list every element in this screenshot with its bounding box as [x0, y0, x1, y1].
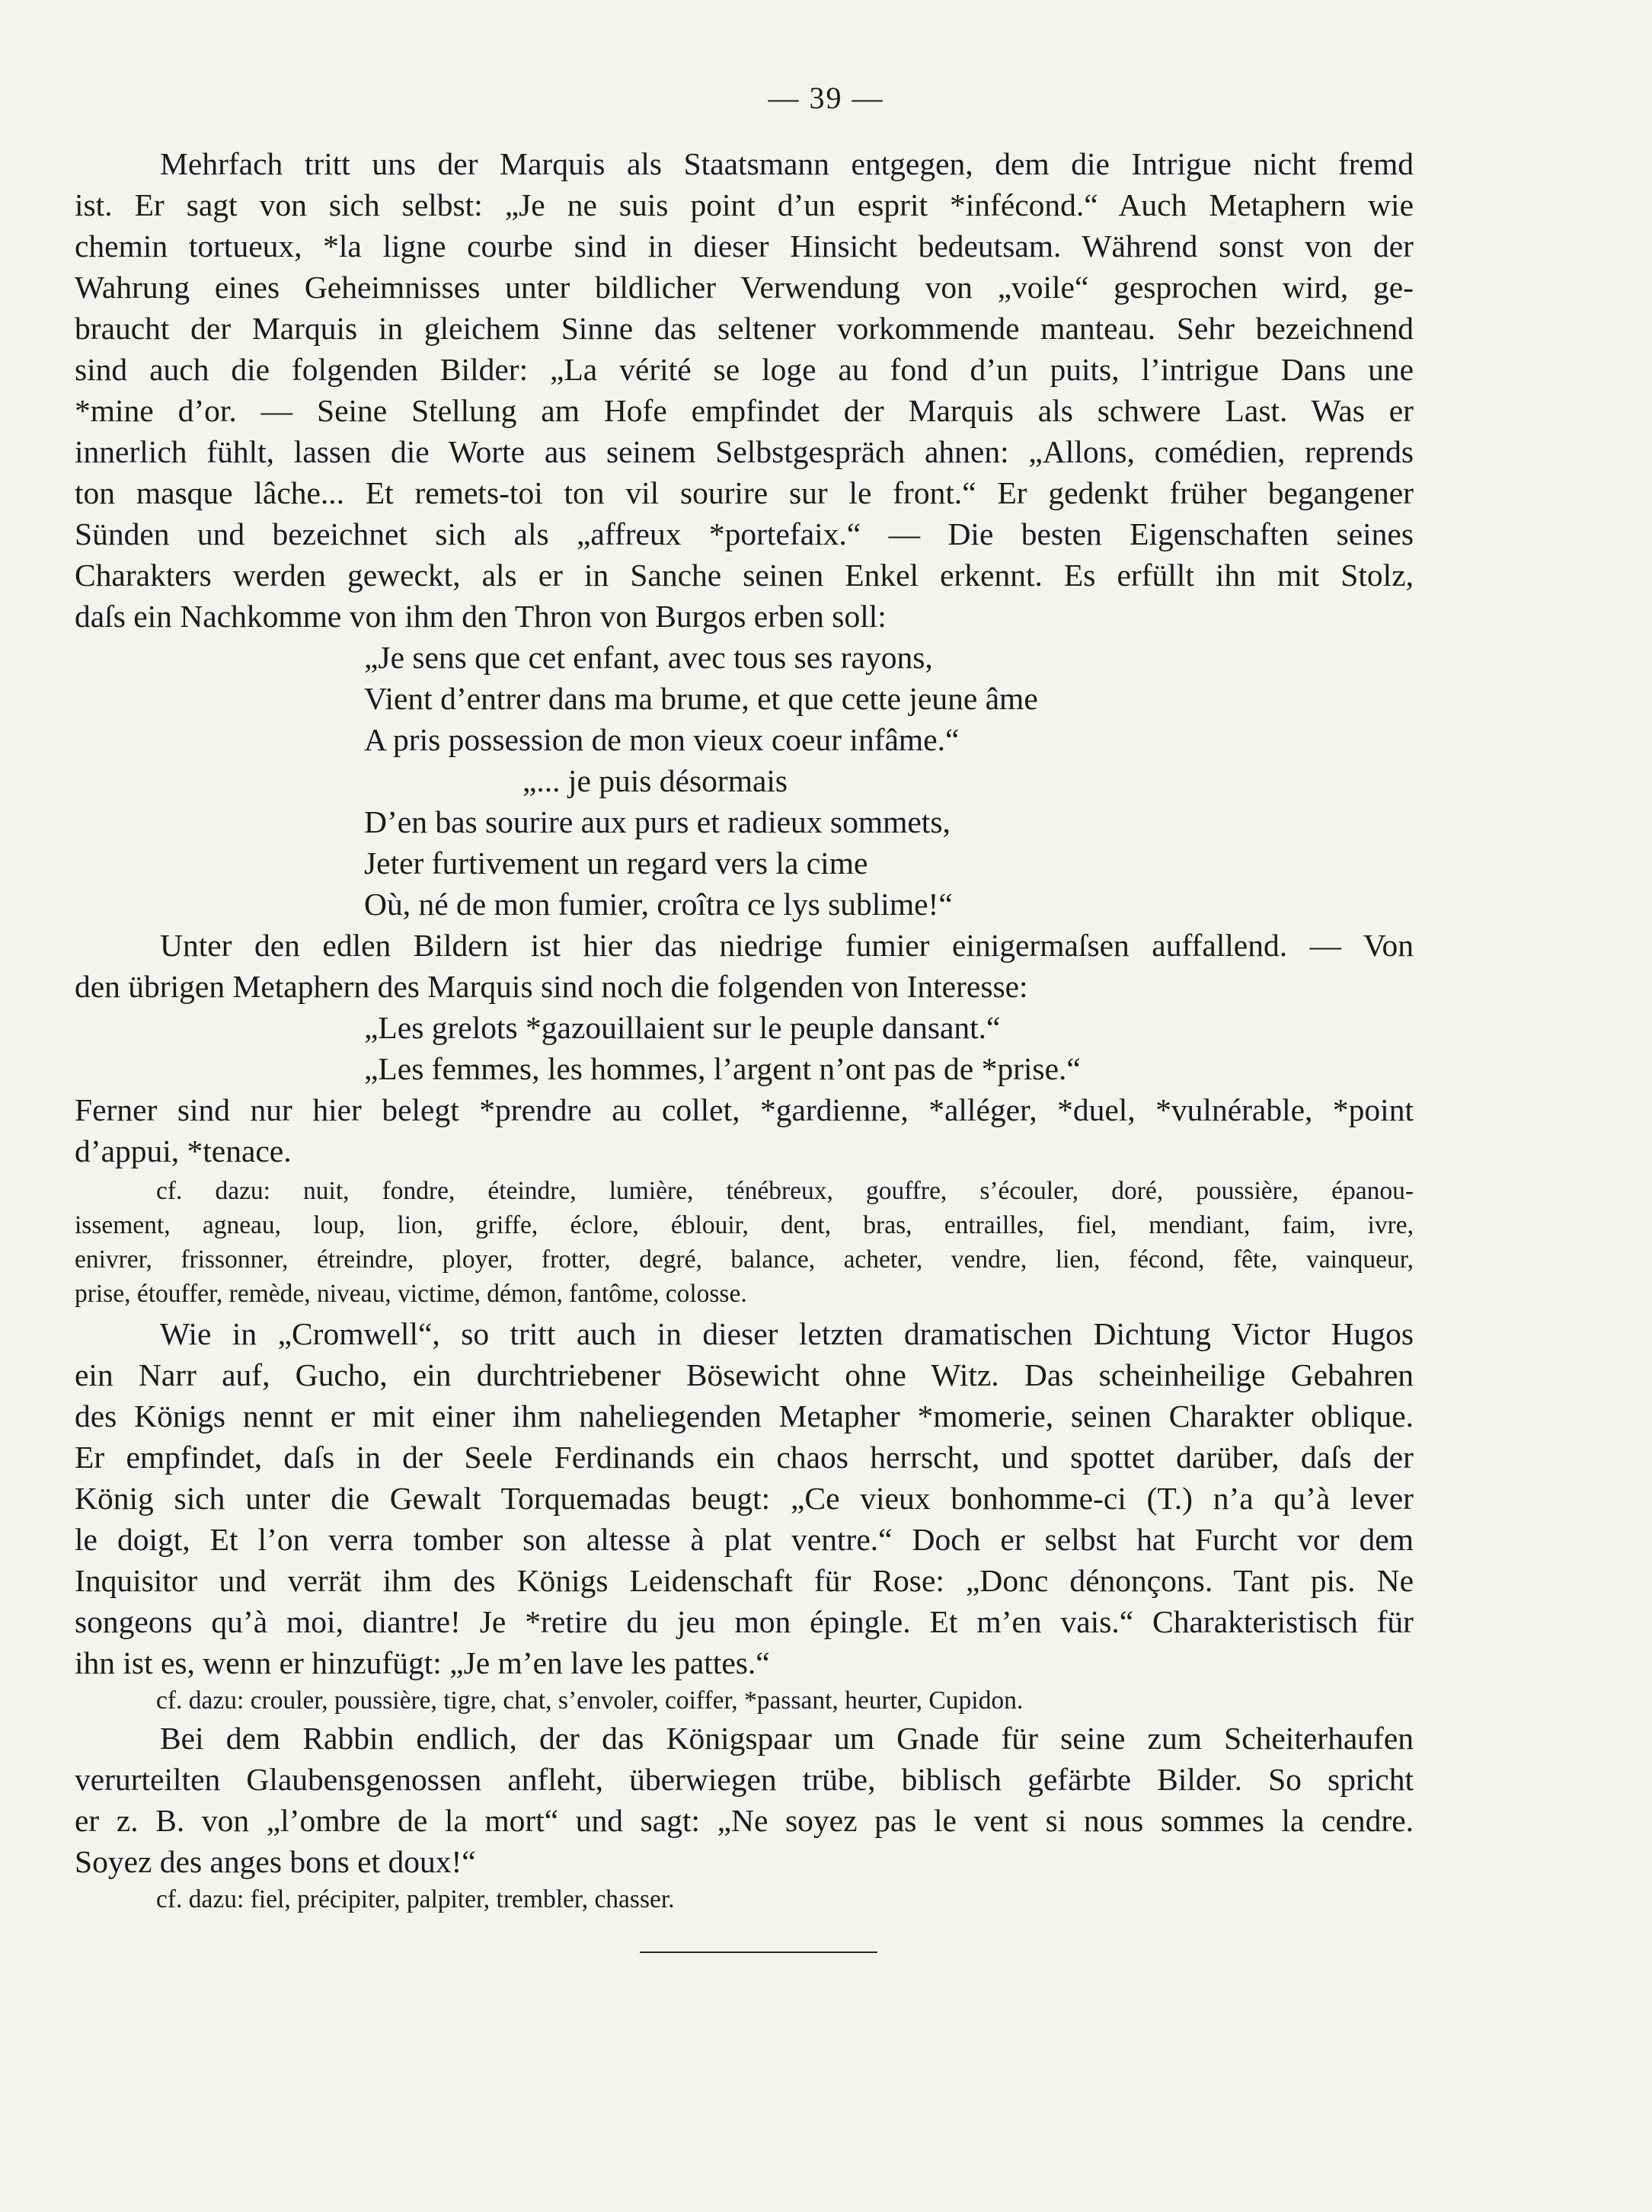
- text-line: Er empfindet, daſs in der Seele Ferdinands ein chaos herrscht, und spottet darüber, daſs der: [75, 1440, 1414, 1475]
- text-line: er z. B. von „l’ombre de la mort“ und sagt: „Ne soyez pas le vent si nous sommes la cendre.: [75, 1803, 1414, 1838]
- cf-line: cf. dazu: nuit, fondre, éteindre, lumière, ténébreux, gouffre, s’écouler, doré, poussière, épanou-: [156, 1177, 1414, 1205]
- text-line: Sünden und bezeichnet sich als „affreux *portefaix.“ — Die besten Eigenschaften seines: [75, 516, 1414, 551]
- main-text: [75, 143, 1414, 1916]
- text-line: Ferner sind nur hier belegt *prendre au collet, *gardienne, *alléger, *duel, *vulnérable, *point: [75, 1092, 1414, 1127]
- text-line: des Königs nennt er mit einer ihm naheliegenden Metapher *momerie, seinen Charakter oblique.: [75, 1398, 1414, 1434]
- text-line: Wie in „Cromwell“, so tritt auch in dieser letzten dramatischen Dichtung Victor Hugos: [160, 1316, 1414, 1351]
- quote-line: „Les femmes, les hommes, l’argent n’ont pas de *prise.“: [364, 1051, 1081, 1086]
- text-line: ihn ist es, wenn er hinzufügt: „Je m’en lave les pattes.“: [75, 1645, 770, 1680]
- text-line: Wahrung eines Geheimnisses unter bildlicher Verwendung von „voile“ gesprochen wird, ge-: [75, 270, 1414, 305]
- text-line: le doigt, Et l’on verra tomber son altesse à plat ventre.“ Doch er selbst hat Furcht vor dem: [75, 1522, 1414, 1557]
- text-line: Unter den edlen Bildern ist hier das niedrige fumier einigermaſsen auffallend. — Von: [160, 928, 1414, 963]
- text-line: Inquisitor und verrät ihm des Königs Leidenschaft für Rose: „Donc dénonçons. Tant pis. Ne: [75, 1563, 1414, 1598]
- verse-line: Où, né de mon fumier, croîtra ce lys sublime!“: [364, 887, 953, 922]
- text-line: innerlich fühlt, lassen die Worte aus seinem Selbstgespräch ahnen: „Allons, comédien, reprends: [75, 434, 1414, 469]
- cf-line: cf. dazu: fiel, précipiter, palpiter, trembler, chasser.: [156, 1885, 675, 1913]
- text-line: songeons qu’à moi, diantre! Je *retire du jeu mon épingle. Et m’en vais.“ Charakteristisch für: [75, 1604, 1414, 1639]
- page-number: — 39 —: [768, 81, 884, 115]
- text-line: Bei dem Rabbin endlich, der das Königspaar um Gnade für seine zum Scheiterhaufen: [160, 1721, 1414, 1756]
- text-line: ton masque lâche... Et remets-toi ton vil sourire sur le front.“ Er gedenkt früher begangener: [75, 475, 1414, 510]
- text-line: Soyez des anges bons et doux!“: [75, 1844, 476, 1879]
- verse-line: D’en bas sourire aux purs et radieux sommets,: [364, 804, 951, 839]
- text-line: Mehrfach tritt uns der Marquis als Staatsmann entgegen, dem die Intrigue nicht fremd: [160, 146, 1414, 181]
- text-line: verurteilten Glaubensgenossen anfleht, überwiegen trübe, biblisch gefärbte Bilder. So spricht: [75, 1762, 1414, 1797]
- cf-line: enivrer, frissonner, étreindre, ployer, frotter, degré, balance, acheter, vendre, lien, fécond, fête, vainqueur,: [75, 1245, 1414, 1274]
- text-line: daſs ein Nachkomme von ihm den Thron von Burgos erben soll:: [75, 599, 887, 634]
- verse-line: „Je sens que cet enfant, avec tous ses rayons,: [364, 640, 933, 675]
- text-line: braucht der Marquis in gleichem Sinne das seltener vorkommende manteau. Sehr bezeichnend: [75, 311, 1414, 346]
- verse-line: „... je puis désormais: [522, 763, 788, 798]
- quote-line: „Les grelots *gazouillaient sur le peuple dansant.“: [364, 1010, 1001, 1045]
- text-line: *mine d’or. — Seine Stellung am Hofe empfindet der Marquis als schwere Last. Was er: [75, 393, 1414, 428]
- verse-line: Vient d’entrer dans ma brume, et que cette jeune âme: [364, 681, 1038, 716]
- text-line: den übrigen Metaphern des Marquis sind noch die folgenden von Interesse:: [75, 969, 1028, 1004]
- cf-line: prise, étouffer, remède, niveau, victime, démon, fantôme, colosse.: [75, 1280, 747, 1308]
- text-line: d’appui, *tenace.: [75, 1133, 292, 1168]
- text-line: ist. Er sagt von sich selbst: „Je ne suis point d’un esprit *infécond.“ Auch Metaphern wie: [75, 187, 1414, 222]
- footnote-rule: [640, 1951, 877, 1953]
- text-line: ein Narr auf, Gucho, ein durchtriebener Bösewicht ohne Witz. Das scheinheilige Gebahren: [75, 1357, 1414, 1392]
- text-line: sind auch die folgenden Bilder: „La vérité se loge au fond d’un puits, l’intrigue Dans une: [75, 352, 1414, 387]
- text-line: chemin tortueux, *la ligne courbe sind in dieser Hinsicht bedeutsam. Während sonst von der: [75, 229, 1414, 264]
- cf-line: cf. dazu: crouler, poussière, tigre, chat, s’envoler, coiffer, *passant, heurter, Cupidon.: [156, 1686, 1024, 1715]
- cf-line: issement, agneau, loup, lion, griffe, éclore, éblouir, dent, bras, entrailles, fiel, mendiant, faim, ivre,: [75, 1211, 1414, 1239]
- verse-line: Jeter furtivement un regard vers la cime: [364, 845, 868, 881]
- text-line: Charakters werden geweckt, als er in Sanche seinen Enkel erkennt. Es erfüllt ihn mit Stolz,: [75, 558, 1414, 593]
- verse-line: A pris possession de mon vieux coeur infâme.“: [364, 722, 960, 757]
- text-line: König sich unter die Gewalt Torquemadas beugt: „Ce vieux bonhomme-ci (T.) n’a qu’à lever: [75, 1481, 1414, 1516]
